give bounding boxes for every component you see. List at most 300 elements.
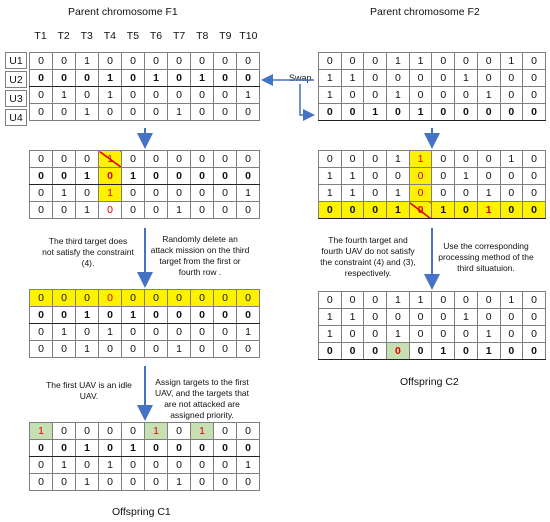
gene-cell: 0 xyxy=(364,343,387,360)
gene-cell: 0 xyxy=(145,341,168,358)
gene-cell: 0 xyxy=(76,290,99,307)
gene-cell: 1 xyxy=(122,440,145,457)
gene-cell: 0 xyxy=(477,70,500,87)
gene-cell: 1 xyxy=(432,343,455,360)
gene-cell: 0 xyxy=(30,307,53,324)
gene-cell: 0 xyxy=(409,326,432,343)
gene-cell: 1 xyxy=(387,292,410,309)
gene-cell: 0 xyxy=(145,290,168,307)
gene-cell: 0 xyxy=(341,202,364,219)
gene-cell: 1 xyxy=(76,168,99,185)
gene-cell: 0 xyxy=(387,343,410,360)
gene-cell: 0 xyxy=(191,87,214,104)
gene-cell: 1 xyxy=(387,87,410,104)
gene-cell: 0 xyxy=(523,70,546,87)
gene-cell: 0 xyxy=(364,309,387,326)
gene-cell: 0 xyxy=(122,185,145,202)
gene-cell: 0 xyxy=(30,341,53,358)
gene-cell: 0 xyxy=(341,104,364,121)
gene-cell: 0 xyxy=(122,151,145,168)
gene-cell: 0 xyxy=(191,307,214,324)
note-fourth-target: The fourth target and fourth UAV do not satisfy the constraint (4) and (3), respectively. xyxy=(320,235,416,278)
target-header-5: T5 xyxy=(126,30,140,42)
target-header-10: T10 xyxy=(239,30,258,42)
gene-cell: 0 xyxy=(99,423,122,440)
gene-cell: 0 xyxy=(168,168,191,185)
gene-cell: 0 xyxy=(237,440,260,457)
gene-cell: 0 xyxy=(145,202,168,219)
gene-cell: 0 xyxy=(319,292,342,309)
gene-cell: 0 xyxy=(500,202,523,219)
gene-cell: 1 xyxy=(500,292,523,309)
gene-cell: 0 xyxy=(500,168,523,185)
gene-cell: 0 xyxy=(214,151,237,168)
gene-cell: 0 xyxy=(214,185,237,202)
gene-cell: 0 xyxy=(99,290,122,307)
gene-cell: 1 xyxy=(387,326,410,343)
gene-cell: 0 xyxy=(168,151,191,168)
gene-cell: 1 xyxy=(477,343,500,360)
note-random-delete: Randomly delete an attack mission on the third target from the first or fourth row . xyxy=(150,234,250,277)
gene-cell: 1 xyxy=(319,309,342,326)
gene-cell: 0 xyxy=(409,87,432,104)
gene-cell: 0 xyxy=(191,185,214,202)
gene-cell: 0 xyxy=(30,185,53,202)
gene-cell: 1 xyxy=(168,202,191,219)
gene-cell: 0 xyxy=(122,341,145,358)
gene-cell: 0 xyxy=(76,185,99,202)
gene-cell: 0 xyxy=(214,290,237,307)
gene-cell: 0 xyxy=(477,168,500,185)
gene-cell: 0 xyxy=(523,309,546,326)
gene-cell: 1 xyxy=(432,202,455,219)
gene-cell: 1 xyxy=(237,87,260,104)
gene-cell: 1 xyxy=(319,185,342,202)
gene-cell: 0 xyxy=(237,151,260,168)
gene-cell: 1 xyxy=(364,104,387,121)
gene-cell: 0 xyxy=(214,440,237,457)
gene-cell: 1 xyxy=(455,309,478,326)
row-label-u3: U3 xyxy=(5,90,27,107)
gene-cell: 0 xyxy=(145,307,168,324)
gene-cell: 0 xyxy=(523,87,546,104)
gene-cell: 0 xyxy=(432,53,455,70)
gene-cell: 1 xyxy=(409,151,432,168)
gene-cell: 0 xyxy=(364,326,387,343)
gene-cell: 0 xyxy=(319,343,342,360)
gene-cell: 1 xyxy=(477,326,500,343)
gene-cell: 0 xyxy=(30,104,53,121)
gene-cell: 1 xyxy=(341,168,364,185)
gene-cell: 0 xyxy=(99,168,122,185)
gene-cell: 0 xyxy=(99,104,122,121)
gene-cell: 0 xyxy=(122,104,145,121)
gene-cell: 0 xyxy=(30,457,53,474)
gene-cell: 0 xyxy=(455,202,478,219)
gene-cell: 0 xyxy=(145,87,168,104)
gene-cell: 0 xyxy=(319,53,342,70)
gene-cell: 0 xyxy=(191,53,214,70)
gene-cell: 1 xyxy=(53,457,76,474)
gene-cell: 0 xyxy=(30,151,53,168)
gene-cell: 0 xyxy=(168,290,191,307)
gene-cell: 1 xyxy=(237,185,260,202)
gene-cell: 1 xyxy=(500,151,523,168)
gene-cell: 0 xyxy=(364,70,387,87)
gene-cell: 0 xyxy=(500,343,523,360)
gene-cell: 0 xyxy=(168,440,191,457)
gene-cell: 1 xyxy=(168,341,191,358)
row-label-u1: U1 xyxy=(5,52,27,69)
gene-cell: 0 xyxy=(53,70,76,87)
gene-cell: 1 xyxy=(53,185,76,202)
gene-cell: 0 xyxy=(432,87,455,104)
gene-cell: 0 xyxy=(122,457,145,474)
gene-cell: 1 xyxy=(455,70,478,87)
gene-cell: 0 xyxy=(477,309,500,326)
gene-cell: 0 xyxy=(122,290,145,307)
gene-cell: 0 xyxy=(341,53,364,70)
gene-cell: 0 xyxy=(432,326,455,343)
gene-cell: 0 xyxy=(500,70,523,87)
gene-cell: 0 xyxy=(168,53,191,70)
gene-cell: 0 xyxy=(432,168,455,185)
gene-cell: 0 xyxy=(523,53,546,70)
gene-cell: 0 xyxy=(523,292,546,309)
gene-cell: 0 xyxy=(341,326,364,343)
note-processing-method: Use the corresponding processing method of the third situatuion. xyxy=(438,241,534,273)
gene-cell: 1 xyxy=(341,185,364,202)
gene-cell: 0 xyxy=(53,423,76,440)
gene-cell: 0 xyxy=(364,87,387,104)
gene-cell: 0 xyxy=(432,151,455,168)
gene-cell: 0 xyxy=(99,53,122,70)
row-label-u2: U2 xyxy=(5,71,27,88)
gene-cell: 0 xyxy=(53,202,76,219)
gene-cell: 0 xyxy=(319,104,342,121)
gene-cell: 0 xyxy=(432,292,455,309)
gene-cell: 1 xyxy=(76,341,99,358)
gene-cell: 0 xyxy=(523,185,546,202)
gene-cell: 0 xyxy=(341,151,364,168)
gene-cell: 0 xyxy=(500,309,523,326)
gene-cell: 0 xyxy=(145,53,168,70)
gene-cell: 1 xyxy=(99,324,122,341)
gene-cell: 0 xyxy=(214,70,237,87)
gene-cell: 1 xyxy=(191,70,214,87)
gene-cell: 0 xyxy=(237,423,260,440)
gene-cell: 0 xyxy=(477,104,500,121)
target-header-4: T4 xyxy=(103,30,116,42)
gene-cell: 0 xyxy=(455,292,478,309)
gene-cell: 0 xyxy=(455,343,478,360)
gene-cell: 0 xyxy=(500,87,523,104)
gene-cell: 0 xyxy=(214,87,237,104)
gene-cell: 0 xyxy=(30,87,53,104)
gene-cell: 0 xyxy=(387,168,410,185)
gene-cell: 1 xyxy=(319,70,342,87)
gene-cell: 0 xyxy=(319,151,342,168)
gene-cell: 1 xyxy=(99,87,122,104)
gene-cell: 0 xyxy=(191,440,214,457)
gene-cell: 0 xyxy=(409,70,432,87)
gene-cell: 1 xyxy=(122,168,145,185)
gene-cell: 0 xyxy=(319,202,342,219)
swap-arrow-right xyxy=(300,84,312,115)
gene-cell: 0 xyxy=(341,292,364,309)
gene-cell: 0 xyxy=(237,341,260,358)
gene-cell: 0 xyxy=(214,202,237,219)
gene-cell: 0 xyxy=(122,53,145,70)
gene-cell: 0 xyxy=(145,457,168,474)
gene-cell: 1 xyxy=(53,87,76,104)
gene-cell: 1 xyxy=(30,423,53,440)
gene-cell: 0 xyxy=(53,307,76,324)
gene-cell: 0 xyxy=(53,53,76,70)
target-header-8: T8 xyxy=(196,30,209,42)
gene-cell: 0 xyxy=(214,341,237,358)
gene-cell: 0 xyxy=(168,185,191,202)
gene-cell: 1 xyxy=(409,292,432,309)
gene-cell: 1 xyxy=(122,307,145,324)
target-header-3: T3 xyxy=(80,30,93,42)
gene-cell: 0 xyxy=(191,341,214,358)
gene-cell: 0 xyxy=(455,151,478,168)
gene-cell: 0 xyxy=(53,104,76,121)
gene-cell: 0 xyxy=(455,53,478,70)
gene-cell: 1 xyxy=(319,326,342,343)
gene-cell: 0 xyxy=(76,423,99,440)
gene-cell: 1 xyxy=(477,185,500,202)
gene-cell: 0 xyxy=(145,168,168,185)
gene-cell: 1 xyxy=(99,151,122,168)
gene-cell: 0 xyxy=(432,185,455,202)
gene-cell: 1 xyxy=(145,423,168,440)
gene-cell: 0 xyxy=(432,104,455,121)
gene-cell: 0 xyxy=(53,341,76,358)
title-offspring-c1: Offspring C1 xyxy=(112,506,171,518)
gene-cell: 0 xyxy=(76,457,99,474)
target-header-2: T2 xyxy=(57,30,70,42)
gene-cell: 0 xyxy=(191,290,214,307)
gene-cell: 0 xyxy=(500,326,523,343)
gene-cell: 0 xyxy=(477,292,500,309)
gene-cell: 0 xyxy=(409,168,432,185)
gene-cell: 1 xyxy=(387,185,410,202)
gene-cell: 0 xyxy=(76,70,99,87)
gene-cell: 1 xyxy=(387,202,410,219)
gene-cell: 0 xyxy=(214,53,237,70)
gene-cell: 0 xyxy=(168,307,191,324)
gene-cell: 0 xyxy=(145,151,168,168)
gene-cell: 1 xyxy=(237,457,260,474)
gene-cell: 0 xyxy=(214,307,237,324)
gene-cell: 0 xyxy=(99,341,122,358)
note-idle-uav: The first UAV is an idle UAV. xyxy=(46,380,132,401)
gene-cell: 0 xyxy=(523,104,546,121)
title-parent-f2: Parent chromosome F2 xyxy=(370,6,480,18)
gene-cell: 0 xyxy=(214,457,237,474)
gene-cell: 0 xyxy=(237,70,260,87)
gene-cell: 1 xyxy=(387,151,410,168)
target-header-1: T1 xyxy=(34,30,47,42)
gene-cell: 1 xyxy=(387,53,410,70)
gene-cell: 1 xyxy=(341,70,364,87)
gene-cell: 1 xyxy=(168,474,191,491)
gene-cell: 1 xyxy=(99,457,122,474)
target-header-7: T7 xyxy=(172,30,186,42)
gene-cell: 0 xyxy=(455,326,478,343)
gene-cell: 0 xyxy=(432,70,455,87)
gene-cell: 0 xyxy=(168,324,191,341)
gene-cell: 1 xyxy=(76,53,99,70)
gene-cell: 0 xyxy=(237,474,260,491)
gene-cell: 1 xyxy=(319,87,342,104)
gene-cell: 0 xyxy=(523,168,546,185)
gene-cell: 1 xyxy=(455,168,478,185)
gene-cell: 0 xyxy=(191,324,214,341)
gene-cell: 1 xyxy=(76,202,99,219)
gene-cell: 0 xyxy=(364,168,387,185)
gene-cell: 0 xyxy=(99,202,122,219)
gene-cell: 0 xyxy=(145,185,168,202)
gene-cell: 0 xyxy=(122,87,145,104)
gene-cell: 0 xyxy=(191,104,214,121)
gene-cell: 0 xyxy=(432,309,455,326)
gene-cell: 1 xyxy=(99,70,122,87)
gene-cell: 1 xyxy=(145,70,168,87)
gene-cell: 0 xyxy=(364,185,387,202)
gene-cell: 0 xyxy=(168,70,191,87)
gene-cell: 1 xyxy=(409,53,432,70)
gene-cell: 0 xyxy=(237,53,260,70)
gene-cell: 0 xyxy=(53,151,76,168)
title-parent-f1: Parent chromosome F1 xyxy=(68,6,178,18)
gene-cell: 0 xyxy=(364,151,387,168)
gene-cell: 0 xyxy=(364,53,387,70)
gene-cell: 0 xyxy=(455,185,478,202)
gene-cell: 0 xyxy=(145,324,168,341)
gene-cell: 1 xyxy=(76,307,99,324)
gene-cell: 0 xyxy=(168,423,191,440)
gene-cell: 0 xyxy=(409,202,432,219)
gene-cell: 1 xyxy=(76,104,99,121)
gene-cell: 0 xyxy=(477,53,500,70)
gene-cell: 1 xyxy=(191,423,214,440)
gene-cell: 0 xyxy=(237,307,260,324)
gene-cell: 0 xyxy=(500,185,523,202)
gene-cell: 0 xyxy=(53,290,76,307)
gene-cell: 0 xyxy=(341,343,364,360)
gene-cell: 0 xyxy=(168,87,191,104)
gene-cell: 0 xyxy=(145,440,168,457)
title-offspring-c2: Offspring C2 xyxy=(400,376,459,388)
gene-cell: 0 xyxy=(523,326,546,343)
gene-cell: 0 xyxy=(387,309,410,326)
gene-cell: 0 xyxy=(53,474,76,491)
gene-cell: 1 xyxy=(409,104,432,121)
gene-cell: 0 xyxy=(387,70,410,87)
gene-cell: 0 xyxy=(53,440,76,457)
gene-cell: 0 xyxy=(122,474,145,491)
gene-cell: 1 xyxy=(500,53,523,70)
target-header-6: T6 xyxy=(149,30,163,42)
gene-cell: 0 xyxy=(214,474,237,491)
gene-cell: 0 xyxy=(237,168,260,185)
gene-cell: 0 xyxy=(191,202,214,219)
gene-cell: 1 xyxy=(76,440,99,457)
gene-cell: 0 xyxy=(30,440,53,457)
gene-cell: 0 xyxy=(455,87,478,104)
target-header-9: T9 xyxy=(219,30,232,42)
note-assign-targets: Assign targets to the first UAV, and the targets that are not attacked are assigned priority. xyxy=(154,377,250,420)
note-third-target: The third target does not satisfy the constraint (4). xyxy=(42,236,134,268)
gene-cell: 0 xyxy=(341,87,364,104)
gene-cell: 0 xyxy=(145,474,168,491)
gene-cell: 0 xyxy=(30,53,53,70)
gene-cell: 0 xyxy=(191,474,214,491)
gene-cell: 0 xyxy=(145,104,168,121)
gene-cell: 0 xyxy=(168,457,191,474)
gene-cell: 0 xyxy=(122,423,145,440)
gene-cell: 0 xyxy=(122,70,145,87)
gene-cell: 0 xyxy=(214,104,237,121)
gene-cell: 0 xyxy=(364,292,387,309)
gene-cell: 0 xyxy=(237,104,260,121)
gene-cell: 0 xyxy=(30,202,53,219)
gene-cell: 0 xyxy=(30,290,53,307)
gene-cell: 1 xyxy=(341,309,364,326)
gene-cell: 0 xyxy=(99,474,122,491)
gene-cell: 0 xyxy=(409,185,432,202)
gene-cell: 0 xyxy=(214,324,237,341)
gene-cell: 0 xyxy=(214,423,237,440)
gene-cell: 0 xyxy=(500,104,523,121)
gene-cell: 0 xyxy=(30,474,53,491)
gene-cell: 1 xyxy=(53,324,76,341)
gene-cell: 0 xyxy=(523,343,546,360)
gene-cell: 0 xyxy=(99,440,122,457)
gene-cell: 0 xyxy=(364,202,387,219)
gene-cell: 0 xyxy=(122,202,145,219)
gene-cell: 0 xyxy=(237,290,260,307)
gene-cell: 1 xyxy=(477,87,500,104)
gene-cell: 0 xyxy=(30,70,53,87)
gene-cell: 0 xyxy=(122,324,145,341)
gene-cell: 0 xyxy=(76,151,99,168)
gene-cell: 1 xyxy=(168,104,191,121)
gene-cell: 0 xyxy=(409,309,432,326)
gene-cell: 0 xyxy=(76,324,99,341)
gene-cell: 1 xyxy=(477,202,500,219)
gene-cell: 0 xyxy=(76,87,99,104)
gene-cell: 0 xyxy=(53,168,76,185)
gene-cell: 0 xyxy=(409,343,432,360)
gene-cell: 0 xyxy=(30,324,53,341)
gene-cell: 0 xyxy=(387,104,410,121)
gene-cell: 0 xyxy=(191,151,214,168)
gene-cell: 0 xyxy=(237,202,260,219)
gene-cell: 0 xyxy=(523,151,546,168)
gene-cell: 0 xyxy=(477,151,500,168)
gene-cell: 0 xyxy=(99,307,122,324)
gene-cell: 0 xyxy=(30,168,53,185)
gene-cell: 0 xyxy=(523,202,546,219)
gene-cell: 0 xyxy=(455,104,478,121)
gene-cell: 1 xyxy=(99,185,122,202)
gene-cell: 0 xyxy=(191,168,214,185)
row-label-u4: U4 xyxy=(5,109,27,126)
